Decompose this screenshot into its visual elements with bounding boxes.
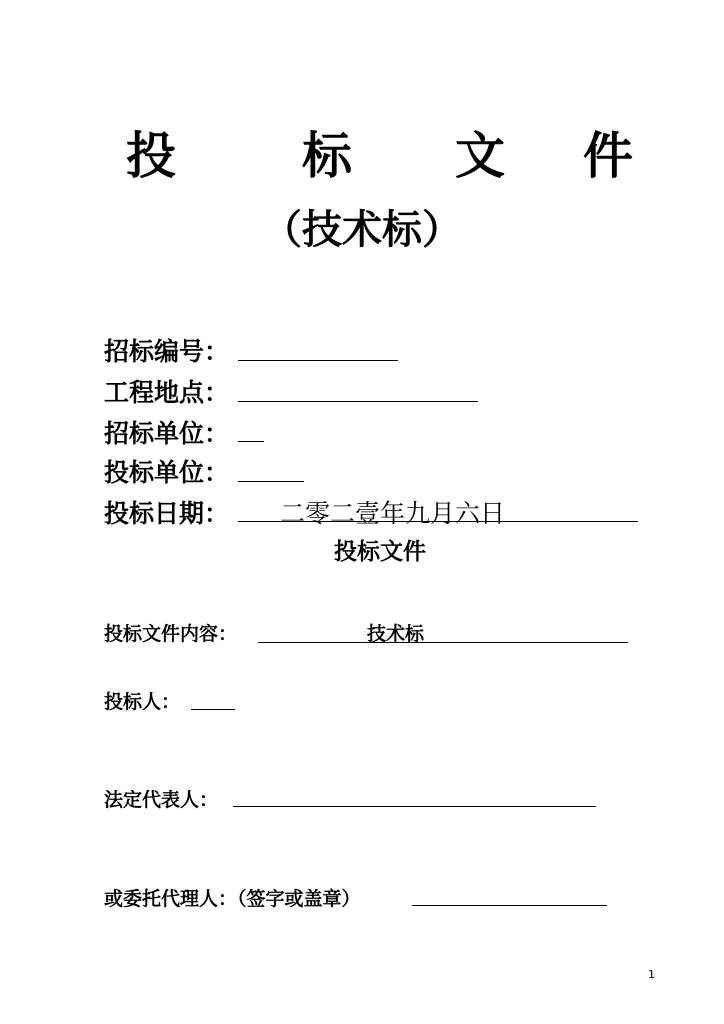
project-location-label: 工程地点： <box>104 378 230 407</box>
legal-rep-label: 法定代表人： <box>104 789 219 811</box>
bidder-underline <box>191 709 235 710</box>
legal-rep-underline <box>233 806 596 807</box>
agent-label: 或委托代理人：（签字或盖章） <box>104 888 361 910</box>
page-number: 1 <box>648 968 655 981</box>
project-location-underline <box>238 401 478 402</box>
title-char-3: 文 <box>455 127 505 185</box>
content-value: 技术标 <box>367 623 425 645</box>
bidder-label: 投标人： <box>104 691 181 713</box>
title-char-2: 标 <box>302 127 352 185</box>
content-label: 投标文件内容： <box>104 623 238 645</box>
tender-unit-underline <box>238 441 264 442</box>
subtitle: （技术标） <box>262 207 462 253</box>
bidder-unit-label: 投标单位： <box>104 458 230 487</box>
tender-unit-label: 招标单位： <box>104 419 230 448</box>
bidder-unit-underline <box>238 481 304 482</box>
bid-date-value: 二零二壹年九月六日 <box>280 499 506 528</box>
title-char-4: 件 <box>583 127 633 185</box>
content-underline <box>258 642 628 643</box>
section-title: 投标文件 <box>334 539 426 565</box>
bid-date-underline <box>238 521 638 522</box>
title-char-1: 投 <box>126 127 176 185</box>
bid-date-label: 投标日期： <box>104 499 230 528</box>
bid-number-label: 招标编号： <box>104 337 230 366</box>
agent-underline <box>412 905 607 906</box>
bid-number-underline <box>238 360 398 361</box>
